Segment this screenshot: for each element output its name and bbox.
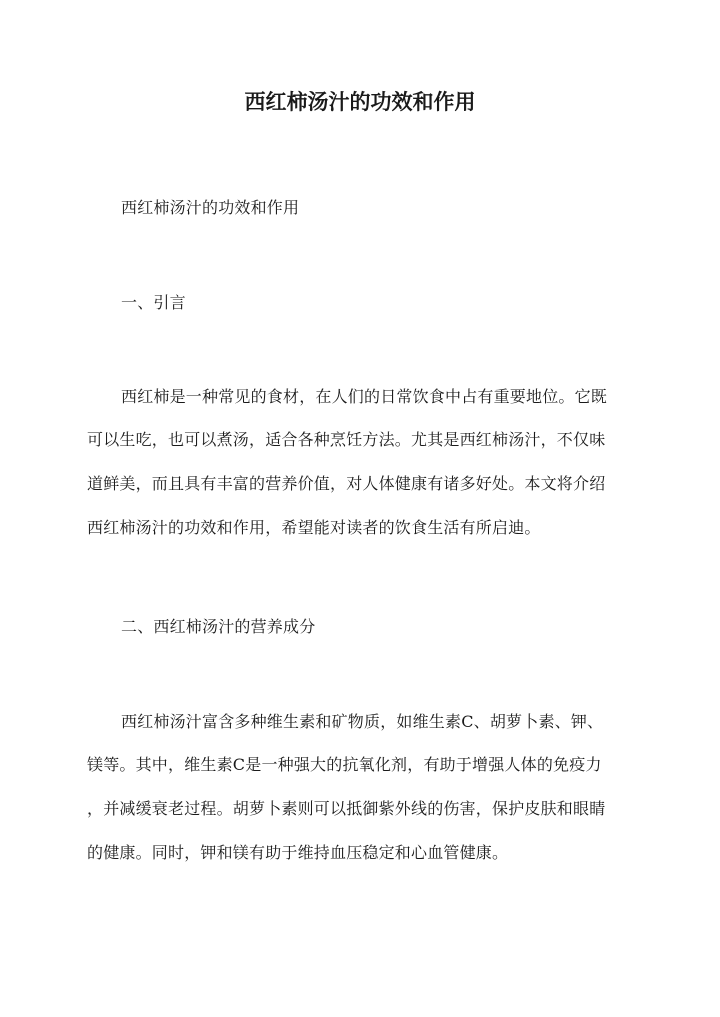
- paragraph-line: ，并减缓衰老过程。胡萝卜素则可以抵御紫外线的伤害，保护皮肤和眼睛: [87, 799, 606, 818]
- paragraph-line: 西红柿汤汁的功效和作用，希望能对读者的饮食生活有所启迪。: [87, 518, 541, 537]
- paragraph-line: 镁等。其中，维生素C是一种强大的抗氧化剂，有助于增强人体的免疫力: [87, 755, 602, 774]
- document-subtitle: 西红柿汤汁的功效和作用: [121, 198, 300, 217]
- section-heading-nutrition: 二、西红柿汤汁的营养成分: [121, 617, 316, 636]
- paragraph-line: 的健康。同时，钾和镁有助于维持血压稳定和心血管健康。: [87, 843, 509, 862]
- section-heading-introduction: 一、引言: [121, 293, 186, 312]
- paragraph-line: 道鲜美，而且具有丰富的营养价值，对人体健康有诸多好处。本文将介绍: [87, 474, 606, 493]
- paragraph-line: 西红柿汤汁富含多种维生素和矿物质，如维生素C、胡萝卜素、钾、: [121, 712, 604, 731]
- paragraph-line: 西红柿是一种常见的食材，在人们的日常饮食中占有重要地位。它既: [121, 387, 608, 406]
- document-title: 西红柿汤汁的功效和作用: [244, 89, 476, 114]
- paragraph-line: 可以生吃，也可以煮汤，适合各种烹饪方法。尤其是西红柿汤汁，不仅味: [87, 430, 606, 449]
